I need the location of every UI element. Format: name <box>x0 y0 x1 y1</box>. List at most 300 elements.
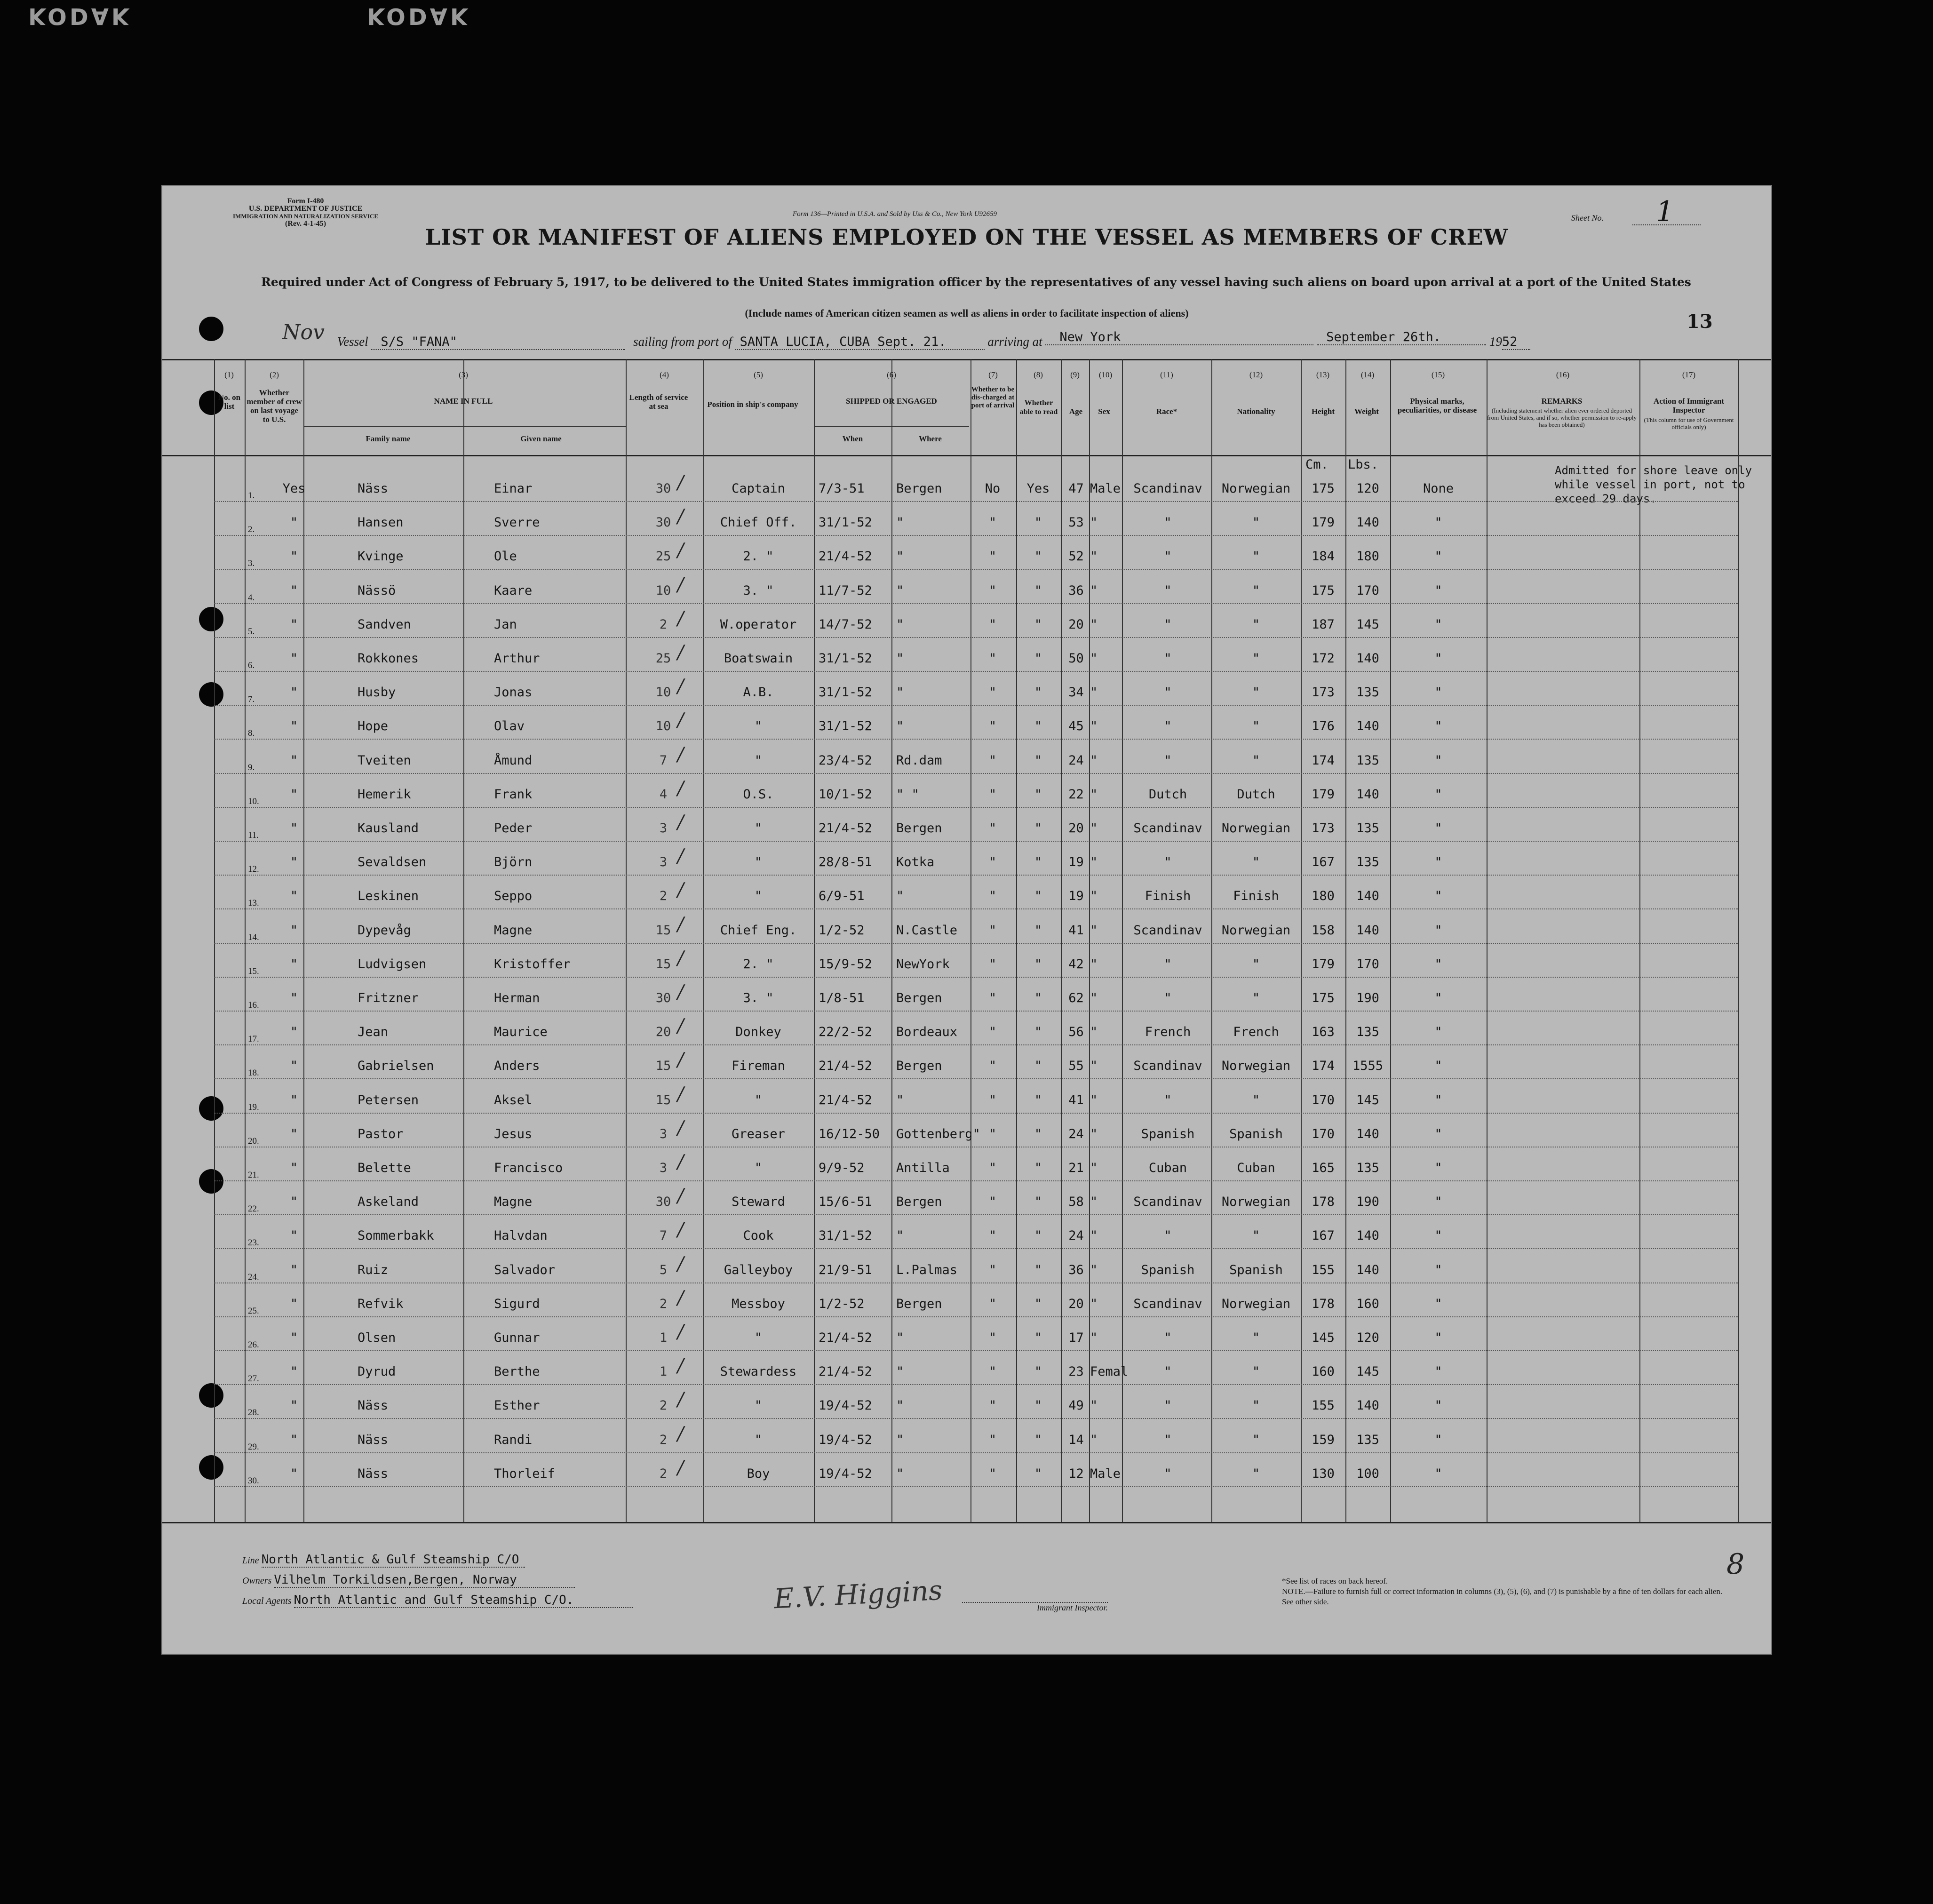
cell-where: " <box>896 889 904 904</box>
cell-read: Yes <box>1026 481 1050 496</box>
cell-nat: " <box>1252 956 1260 972</box>
cell-family: Sevaldsen <box>358 855 427 870</box>
cell-where: " <box>896 515 904 530</box>
cell-marks: " <box>1434 1195 1442 1210</box>
cell-read: " <box>1034 1296 1042 1311</box>
cell-prev: " <box>290 617 298 632</box>
cell-when: 31/1-52 <box>819 685 872 700</box>
column-rule <box>1345 359 1346 1522</box>
cell-where: Antilla <box>896 1161 950 1175</box>
cell-when: 22/2-52 <box>819 1025 872 1040</box>
cell-age: 53 <box>1068 515 1084 530</box>
cell-given: Ole <box>494 549 517 564</box>
cell-read: " <box>1034 583 1042 598</box>
cell-when: 31/1-52 <box>819 719 872 734</box>
cell-height: 179 <box>1312 787 1335 802</box>
cell-disch: " <box>988 583 997 598</box>
cell-given: Kaare <box>494 583 533 598</box>
header-name-in-full: NAME IN FULL <box>434 397 493 406</box>
cell-age: 24 <box>1068 1126 1084 1141</box>
header-length-of-service: Length of service at sea <box>629 393 688 411</box>
cell-age: 41 <box>1068 1092 1084 1107</box>
header-discharged: Whether to be dis-charged at port of arrival <box>971 386 1015 409</box>
cell-age: 36 <box>1068 583 1084 598</box>
cell-height: 172 <box>1312 651 1335 666</box>
cell-family: Askeland <box>358 1195 419 1210</box>
cell-read: " <box>1034 1398 1042 1413</box>
cell-prev: " <box>290 1398 298 1413</box>
column-rule <box>303 359 304 1522</box>
header-height: Height <box>1311 407 1335 416</box>
cell-family: Dypevåg <box>358 923 411 938</box>
row-number: 10. <box>248 796 259 806</box>
column-number: (17) <box>1682 370 1696 379</box>
cell-nat: " <box>1252 617 1260 632</box>
cell-nat: " <box>1252 991 1260 1005</box>
column-number: (14) <box>1360 370 1375 379</box>
row-rule <box>214 1452 1738 1453</box>
column-number: (5) <box>754 370 763 379</box>
column-number: (2) <box>270 370 279 379</box>
cell-marks: " <box>1434 787 1442 802</box>
cell-race: " <box>1164 1398 1172 1413</box>
cell-position: Steward <box>732 1195 785 1210</box>
cell-height: 155 <box>1312 1398 1335 1413</box>
cell-position: Messboy <box>732 1296 785 1311</box>
row-rule <box>214 501 1738 502</box>
cell-weight: 135 <box>1356 855 1379 870</box>
cell-prev: " <box>290 1330 298 1345</box>
cell-position: " <box>754 1330 763 1345</box>
cell-read: " <box>1034 549 1042 564</box>
cell-when: 6/9-51 <box>819 889 865 904</box>
check-tick: / <box>677 812 684 833</box>
header-physical-marks: Physical marks, peculiarities, or disease <box>1397 397 1477 414</box>
header-able-to-read: Whether able to read <box>1019 399 1058 416</box>
column-number: (3) <box>459 370 468 379</box>
column-number: (7) <box>988 370 998 379</box>
row-rule <box>214 1180 1738 1181</box>
cell-age: 22 <box>1068 787 1084 802</box>
footer-note <box>1282 1576 1729 1607</box>
cell-nat: Dutch <box>1237 787 1275 802</box>
cell-height: 159 <box>1312 1432 1335 1447</box>
cell-service: 3 <box>659 1126 668 1141</box>
row-number: 11. <box>248 830 259 840</box>
cell-when: 14/7-52 <box>819 617 872 632</box>
footer-owners-label: Owners <box>242 1576 272 1586</box>
vessel-line <box>282 320 1530 351</box>
cell-nat: Norwegian <box>1221 923 1291 938</box>
column-rule <box>1390 359 1391 1522</box>
cell-height: 179 <box>1312 956 1335 972</box>
cell-nat: Norwegian <box>1221 481 1291 496</box>
cell-height: 173 <box>1312 821 1335 836</box>
cell-position: " <box>754 753 763 768</box>
cell-position: Galleyboy <box>724 1262 793 1277</box>
column-rule <box>1738 359 1739 1522</box>
cell-family: Nässö <box>358 583 396 598</box>
cell-when: 11/7-52 <box>819 583 872 598</box>
check-tick: / <box>677 506 684 528</box>
cell-race: " <box>1164 515 1172 530</box>
cell-weight: 145 <box>1356 1092 1379 1107</box>
cell-height: 178 <box>1312 1195 1335 1210</box>
cell-weight: 140 <box>1356 515 1379 530</box>
cell-marks: " <box>1434 685 1442 700</box>
cell-height: 170 <box>1312 1092 1335 1107</box>
cell-given: Seppo <box>494 889 533 904</box>
sheet-number: 1 <box>1656 195 1674 228</box>
cell-prev: " <box>290 1025 298 1040</box>
cell-nat: " <box>1252 549 1260 564</box>
row-rule <box>214 1113 1738 1114</box>
cell-when: 1/2-52 <box>819 923 865 938</box>
cell-read: " <box>1034 1364 1042 1379</box>
check-tick: / <box>677 676 684 698</box>
cell-read: " <box>1034 685 1042 700</box>
cell-marks: " <box>1434 956 1442 972</box>
row-rule <box>214 671 1738 672</box>
cell-prev: " <box>290 1364 298 1379</box>
cell-height: 173 <box>1312 685 1335 700</box>
cell-service: 30 <box>655 1195 671 1210</box>
footer-line-value: North Atlantic & Gulf Steamship C/O <box>262 1553 525 1568</box>
cell-weight: 135 <box>1356 821 1379 836</box>
cell-family: Pastor <box>358 1126 404 1141</box>
row-rule <box>214 1486 1738 1487</box>
check-tick: / <box>677 981 684 1003</box>
cell-age: 56 <box>1068 1025 1084 1040</box>
cell-prev: " <box>290 719 298 734</box>
cell-service: 1 <box>659 1364 668 1379</box>
cell-weight: 135 <box>1356 685 1379 700</box>
cell-given: Gunnar <box>494 1330 540 1345</box>
header-age: Age <box>1069 407 1083 416</box>
cell-disch: " <box>988 1195 997 1210</box>
cell-weight: 170 <box>1356 583 1379 598</box>
cell-family: Dyrud <box>358 1364 396 1379</box>
cell-disch: " <box>988 855 997 870</box>
cell-position: Fireman <box>732 1059 785 1074</box>
cell-service: 3 <box>659 855 668 870</box>
row-number: 15. <box>248 966 259 976</box>
column-number: (10) <box>1098 370 1113 379</box>
cell-marks: " <box>1434 855 1442 870</box>
cell-position: Greaser <box>732 1126 785 1141</box>
height-unit: Cm. <box>1305 457 1328 472</box>
cell-height: 158 <box>1312 923 1335 938</box>
arriving-port: New York <box>1045 330 1313 345</box>
cell-when: 21/9-51 <box>819 1262 872 1277</box>
cell-sex: Femal <box>1090 1364 1129 1379</box>
row-number: 30. <box>248 1475 259 1486</box>
cell-age: 21 <box>1068 1161 1084 1175</box>
cell-nat: " <box>1252 1092 1260 1107</box>
cell-prev: " <box>290 1262 298 1277</box>
cell-sex: " <box>1090 1161 1098 1175</box>
cell-prev: " <box>290 1195 298 1210</box>
cell-age: 20 <box>1068 821 1084 836</box>
punch-hole <box>199 1455 223 1480</box>
cell-nat: " <box>1252 719 1260 734</box>
manifest-title: LIST OR MANIFEST OF ALIENS EMPLOYED ON THE VESSEL AS MEMBERS OF CREW <box>425 224 1509 250</box>
check-tick: / <box>677 1117 684 1139</box>
cell-sex: " <box>1090 991 1098 1005</box>
check-tick: / <box>677 913 684 935</box>
column-number: (11) <box>1160 370 1173 379</box>
cell-sex: " <box>1090 515 1098 530</box>
cell-marks: None <box>1423 481 1454 496</box>
cell-read: " <box>1034 1330 1042 1345</box>
cell-disch: " <box>988 719 997 734</box>
row-rule <box>214 1384 1738 1385</box>
cell-race: " <box>1164 1330 1172 1345</box>
cell-service: 1 <box>659 1330 668 1345</box>
cell-weight: 180 <box>1356 549 1379 564</box>
cell-age: 42 <box>1068 956 1084 972</box>
cell-when: 21/4-52 <box>819 1092 872 1107</box>
cell-position: Donkey <box>735 1025 781 1040</box>
cell-read: " <box>1034 515 1042 530</box>
cell-service: 20 <box>655 1025 671 1040</box>
cell-position: " <box>754 1432 763 1447</box>
column-rule <box>1016 359 1017 1522</box>
cell-height: 175 <box>1312 583 1335 598</box>
cell-when: 15/6-51 <box>819 1195 872 1210</box>
cell-where: Bergen <box>896 1059 942 1074</box>
cell-position: W.operator <box>720 617 797 632</box>
cell-marks: " <box>1434 889 1442 904</box>
row-rule <box>214 1418 1738 1419</box>
cell-nat: Norwegian <box>1221 1296 1291 1311</box>
cell-prev: " <box>290 923 298 938</box>
cell-prev: " <box>290 583 298 598</box>
cell-race: Finish <box>1145 889 1191 904</box>
cell-weight: 140 <box>1356 651 1379 666</box>
column-rule <box>970 359 971 1522</box>
manifest-subtitle: Required under Act of Congress of February 5, 1917, to be delivered to the United States immigration officer by the representatives of any vessel having such aliens on board upon arrival at a port of the United States <box>261 275 1691 289</box>
row-number: 12. <box>248 864 259 875</box>
cell-disch: " <box>988 956 997 972</box>
cell-prev: " <box>290 1059 298 1074</box>
punch-hole <box>199 1383 223 1408</box>
column-number: (9) <box>1070 370 1080 379</box>
cell-marks: " <box>1434 1059 1442 1074</box>
cell-read: " <box>1034 753 1042 768</box>
cell-where: L.Palmas <box>896 1262 958 1277</box>
cell-weight: 140 <box>1356 923 1379 938</box>
cell-age: 45 <box>1068 719 1084 734</box>
cell-marks: " <box>1434 1296 1442 1311</box>
cell-marks: " <box>1434 515 1442 530</box>
cell-where: " <box>896 617 904 632</box>
cell-age: 50 <box>1068 651 1084 666</box>
column-rule <box>1061 359 1062 1522</box>
cell-when: 21/4-52 <box>819 1330 872 1345</box>
cell-marks: " <box>1434 1432 1442 1447</box>
cell-race: " <box>1164 685 1172 700</box>
punch-hole <box>199 1096 223 1121</box>
row-rule <box>214 569 1738 570</box>
cell-given: Peder <box>494 821 533 836</box>
cell-when: 21/4-52 <box>819 1059 872 1074</box>
cell-age: 14 <box>1068 1432 1084 1447</box>
cell-sex: " <box>1090 685 1098 700</box>
cell-position: 2. " <box>743 549 774 564</box>
cell-weight: 190 <box>1356 991 1379 1005</box>
form-number: Form I-480 <box>287 197 324 205</box>
sheet-label: Sheet No. <box>1571 213 1604 223</box>
cell-where: " <box>896 719 904 734</box>
check-tick: / <box>677 1083 684 1105</box>
cell-family: Näss <box>358 1466 389 1481</box>
cell-age: 36 <box>1068 1262 1084 1277</box>
cell-prev: " <box>290 1126 298 1141</box>
cell-race: Scandinav <box>1133 1195 1202 1210</box>
cell-nat: " <box>1252 855 1260 870</box>
cell-disch: " <box>988 1025 997 1040</box>
cell-age: 23 <box>1068 1364 1084 1379</box>
cell-where: " <box>896 1466 904 1481</box>
cell-height: 178 <box>1312 1296 1335 1311</box>
column-rule <box>703 359 704 1522</box>
cell-position: O.S. <box>743 787 774 802</box>
cell-weight: 145 <box>1356 1364 1379 1379</box>
cell-where: " <box>896 1364 904 1379</box>
cell-read: " <box>1034 1161 1042 1175</box>
cell-marks: " <box>1434 1262 1442 1277</box>
manifest-subtitle-note: (Include names of American citizen seamen as well as aliens in order to facilitate inspection of aliens) <box>745 307 1189 319</box>
cell-sex: " <box>1090 1432 1098 1447</box>
cell-disch: " <box>988 1092 997 1107</box>
row-number: 29. <box>248 1442 259 1452</box>
cell-sex: Male <box>1090 1466 1121 1481</box>
cell-when: 15/9-52 <box>819 956 872 972</box>
film-edge-mark-right: KODAK <box>367 3 471 29</box>
header-inspector-action: Action of Immigrant Inspector <box>1653 397 1725 414</box>
cell-read: " <box>1034 1228 1042 1243</box>
cell-given: Kristoffer <box>494 956 571 972</box>
form-service: IMMIGRATION AND NATURALIZATION SERVICE <box>233 213 379 220</box>
cell-service: 15 <box>655 1059 671 1074</box>
cell-position: Boatswain <box>724 651 793 666</box>
cell-given: Herman <box>494 991 540 1005</box>
cell-disch: " <box>988 787 997 802</box>
row-number: 23. <box>248 1238 259 1248</box>
cell-position: Boy <box>747 1466 770 1481</box>
cell-sex: " <box>1090 787 1098 802</box>
form-revision: (Rev. 4-1-45) <box>285 220 326 228</box>
cell-prev: " <box>290 685 298 700</box>
cell-height: 174 <box>1312 1059 1335 1074</box>
cell-race: Scandinav <box>1133 1059 1202 1074</box>
cell-height: 176 <box>1312 719 1335 734</box>
cell-sex: " <box>1090 1296 1098 1311</box>
cell-where: " " <box>896 787 919 802</box>
header-inspector-note: (This column for use of Government officials only) <box>1644 416 1734 430</box>
cell-given: Sverre <box>494 515 540 530</box>
cell-service: 30 <box>655 481 671 496</box>
printer-line: Form 136—Printed in U.S.A. and Sold by Uss & Co., New York U92659 <box>793 210 997 218</box>
cell-given: Anders <box>494 1059 540 1074</box>
cell-weight: 1555 <box>1352 1059 1384 1074</box>
row-rule <box>214 1316 1738 1317</box>
cell-height: 187 <box>1312 617 1335 632</box>
cell-weight: 100 <box>1356 1466 1379 1481</box>
cell-when: 1/2-52 <box>819 1296 865 1311</box>
cell-given: Halvdan <box>494 1228 548 1243</box>
cell-age: 20 <box>1068 1296 1084 1311</box>
cell-height: 184 <box>1312 549 1335 564</box>
cell-nat: " <box>1252 651 1260 666</box>
cell-given: Berthe <box>494 1364 540 1379</box>
cell-prev: " <box>290 1466 298 1481</box>
cell-family: Rokkones <box>358 651 419 666</box>
cell-race: " <box>1164 1228 1172 1243</box>
check-tick: / <box>677 1457 684 1479</box>
cell-position: A.B. <box>743 685 774 700</box>
cell-service: 10 <box>655 685 671 700</box>
check-tick: / <box>677 472 684 494</box>
row-number: 28. <box>248 1408 259 1418</box>
cell-read: " <box>1034 1092 1042 1107</box>
cell-where: Gottenberg" <box>896 1126 980 1141</box>
row-number: 9. <box>248 762 255 773</box>
row-number: 4. <box>248 592 255 603</box>
punch-hole <box>199 317 223 341</box>
cell-position: " <box>754 719 763 734</box>
cell-read: " <box>1034 787 1042 802</box>
cell-service: 15 <box>655 1092 671 1107</box>
cell-weight: 140 <box>1356 889 1379 904</box>
cell-prev: " <box>290 1228 298 1243</box>
check-tick: / <box>677 1219 684 1241</box>
cell-family: Kausland <box>358 821 419 836</box>
column-number: (1) <box>224 370 234 379</box>
cell-age: 24 <box>1068 1228 1084 1243</box>
row-number: 14. <box>248 932 259 942</box>
cell-service: 25 <box>655 651 671 666</box>
cell-weight: 140 <box>1356 1228 1379 1243</box>
row-number: 24. <box>248 1272 259 1282</box>
cell-service: 7 <box>659 1228 668 1243</box>
header-family-name: Family name <box>366 434 411 443</box>
cell-sex: " <box>1090 1126 1098 1141</box>
cell-when: 21/4-52 <box>819 1364 872 1379</box>
column-rule <box>814 359 815 1522</box>
check-tick: / <box>677 1287 684 1309</box>
cell-marks: " <box>1434 651 1442 666</box>
cell-height: 179 <box>1312 515 1335 530</box>
cell-service: 30 <box>655 991 671 1005</box>
sailing-port: SANTA LUCIA, CUBA Sept. 21. <box>735 335 985 350</box>
form-department: U.S. DEPARTMENT OF JUSTICE <box>248 205 363 213</box>
cell-height: 175 <box>1312 481 1335 496</box>
cell-nat: Norwegian <box>1221 821 1291 836</box>
row-rule <box>214 535 1738 536</box>
handwritten-mark: 8 <box>1726 1548 1745 1581</box>
footer-owners <box>242 1573 575 1588</box>
column-number: (8) <box>1034 370 1043 379</box>
cell-race: " <box>1164 753 1172 768</box>
header-previous-voyage: Whether member of crew on last voyage to U.S. <box>247 388 302 424</box>
row-rule <box>214 875 1738 876</box>
cell-weight: 135 <box>1356 1025 1379 1040</box>
cell-nat: " <box>1252 515 1260 530</box>
cell-given: Sigurd <box>494 1296 540 1311</box>
cell-given: Salvador <box>494 1262 556 1277</box>
